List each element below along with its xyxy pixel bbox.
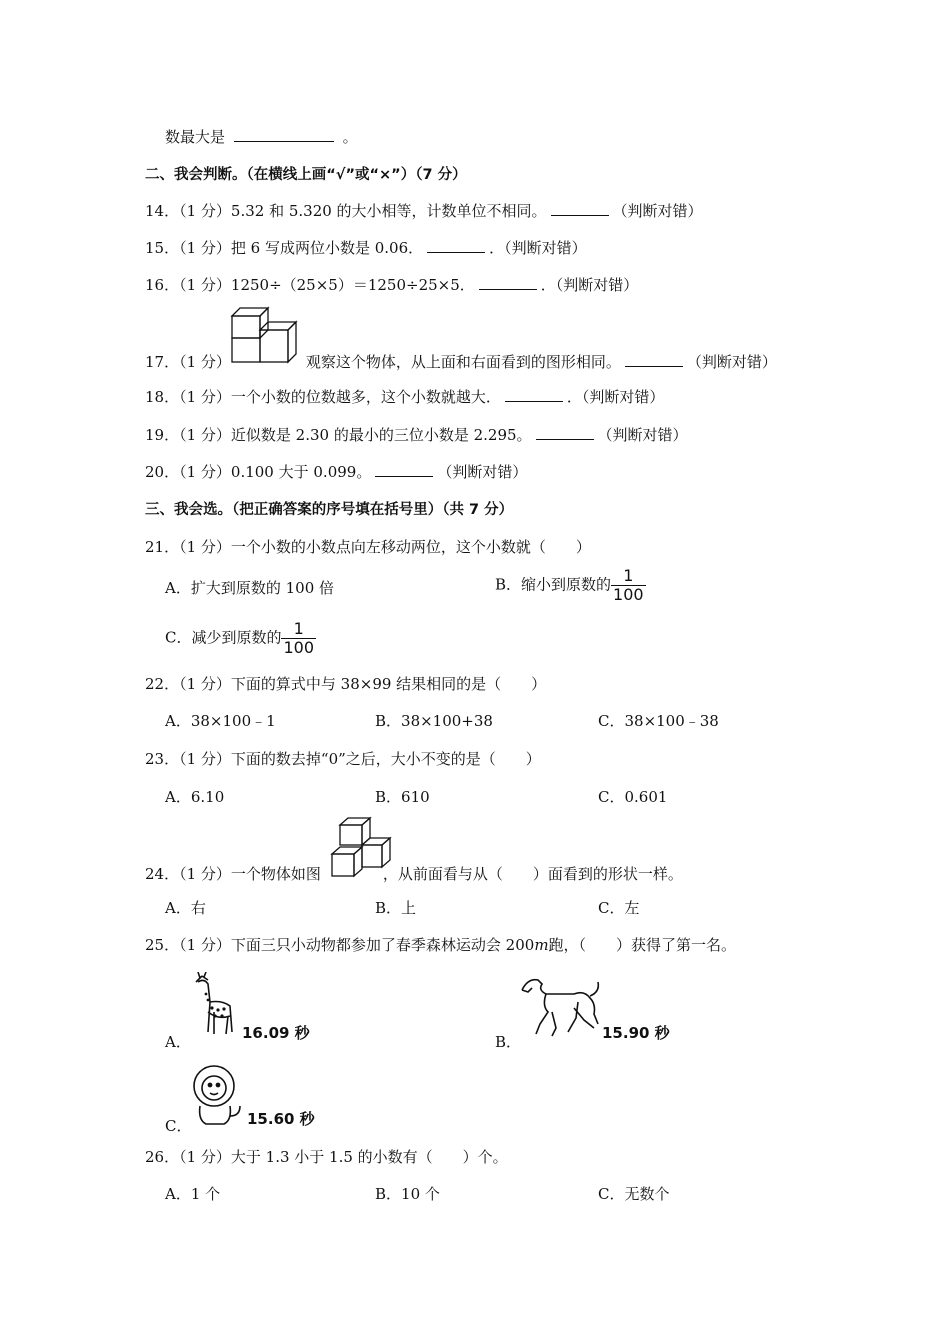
q13-tail <box>165 126 358 147</box>
q14-text: 14．（1 分）5.32 和 5.320 的大小相等，计数单位不相同。 <box>145 202 547 220</box>
question-19 <box>145 424 688 445</box>
q25-option-a[interactable]: A． <box>165 1033 191 1051</box>
q25-stem: 25．（1 分）下面三只小动物都参加了春季森林运动会 200 <box>145 936 535 954</box>
q26-stem: 26．（1 分）大于 1.3 小于 1.5 的小数有（ ）个。 <box>145 1148 508 1166</box>
q17-answer-blank[interactable] <box>625 354 683 367</box>
q13-tail-text: 数最大是 <box>165 128 226 146</box>
q16-answer-blank[interactable] <box>479 277 537 290</box>
q22-stem: 22．（1 分）下面的算式中与 38×99 结果相同的是（ ） <box>145 675 547 693</box>
q17-hint: （判断对错） <box>686 353 777 371</box>
q22-option-b[interactable]: B．38×100+38 <box>375 712 493 730</box>
q17-text: 观察这个物体，从上面和右面看到的图形相同。 <box>305 353 621 371</box>
q19-hint: （判断对错） <box>597 426 688 444</box>
q21-option-a[interactable]: A．扩大到原数的 100 倍 <box>165 579 334 597</box>
question-25 <box>145 934 736 955</box>
q26-option-c[interactable]: C．无数个 <box>598 1185 670 1203</box>
q15-hint: ．（判断对错） <box>489 239 587 257</box>
lion-icon <box>190 1062 244 1130</box>
q15-answer-blank[interactable] <box>427 240 485 253</box>
q22-option-c[interactable]: C．38×100﹣38 <box>598 712 719 730</box>
question-14 <box>145 200 703 221</box>
q13-tail-end: 。 <box>342 128 358 146</box>
question-24 <box>145 863 683 884</box>
q25-option-a-time: 16.09 秒 <box>242 1024 310 1042</box>
q23-option-b[interactable]: B．610 <box>375 788 430 806</box>
q25-option-b[interactable]: B． <box>495 1033 522 1051</box>
fraction-denominator: 100 <box>613 585 644 604</box>
section2-title: 二、我会判断。（在横线上画“√”或“×”）（7 分） <box>145 167 467 183</box>
q21-option-b[interactable] <box>495 567 646 604</box>
q24-stem-pre: 24．（1 分）一个物体如图 <box>145 865 321 883</box>
q21-option-b-fraction <box>611 567 646 604</box>
giraffe-icon <box>188 972 240 1044</box>
q18-text: 18．（1 分）一个小数的位数越多，这个小数就越大． <box>145 388 501 406</box>
q18-answer-blank[interactable] <box>505 389 563 402</box>
question-20 <box>145 461 527 482</box>
question-16 <box>145 274 638 295</box>
q24-stem-post: ，从前面看与从（ ）面看到的形状一样。 <box>382 865 683 883</box>
q23-option-c[interactable]: C．0.601 <box>598 788 668 806</box>
q24-option-a[interactable]: A．右 <box>165 899 206 917</box>
q21-option-b-text: B．缩小到原数的 <box>495 575 612 594</box>
q15-text: 15．（1 分）把 6 写成两位小数是 0.06． <box>145 239 424 257</box>
q20-text: 20．（1 分）0.100 大于 0.099。 <box>145 463 372 481</box>
q22-option-a[interactable]: A．38×100﹣1 <box>165 712 276 730</box>
q16-text: 16．（1 分）1250÷（25×5）＝1250÷25×5． <box>145 276 475 294</box>
fraction-denominator: 100 <box>283 638 315 657</box>
q26-option-a[interactable]: A．1 个 <box>165 1185 221 1203</box>
q25-option-c[interactable]: C． <box>165 1117 192 1135</box>
q16-hint: ．（判断对错） <box>540 276 639 294</box>
q25-option-b-time: 15.90 秒 <box>602 1024 670 1042</box>
q24-option-c[interactable]: C．左 <box>598 899 640 917</box>
section3-title: 三、我会选。（把正确答案的序号填在括号里）（共 7 分） <box>145 502 514 518</box>
q25-stem-end: 跑，（ ）获得了第一名。 <box>548 936 737 954</box>
q14-answer-blank[interactable] <box>551 203 609 216</box>
q23-option-a[interactable]: A．6.10 <box>165 788 225 806</box>
q14-hint: （判断对错） <box>612 202 703 220</box>
q13-answer-blank[interactable] <box>234 129 334 142</box>
q25-option-c-time: 15.60 秒 <box>247 1110 315 1128</box>
q20-answer-blank[interactable] <box>375 464 433 477</box>
q21-option-c-fraction <box>281 620 316 657</box>
q20-hint: （判断对错） <box>437 463 528 481</box>
q19-text: 19．（1 分）近似数是 2.30 的最小的三位小数是 2.295。 <box>145 426 532 444</box>
question-18 <box>145 386 664 407</box>
q21-option-c-text: C．减少到原数的 <box>165 628 282 647</box>
q26-option-b[interactable]: B．10 个 <box>375 1185 440 1203</box>
q25-unit: m <box>534 936 549 954</box>
q19-answer-blank[interactable] <box>536 427 594 440</box>
horse-icon <box>518 972 602 1042</box>
fraction-numerator: 1 <box>293 619 304 638</box>
q18-hint: ．（判断对错） <box>566 388 665 406</box>
q23-stem: 23．（1 分）下面的数去掉“0”之后，大小不变的是（ ） <box>145 750 541 768</box>
q21-stem: 21．（1 分）一个小数的小数点向左移动两位，这个小数就（ ） <box>145 538 591 556</box>
q24-option-b[interactable]: B．上 <box>375 899 417 917</box>
q21-option-c[interactable] <box>165 620 316 657</box>
fraction-numerator: 1 <box>623 566 634 585</box>
question-17 <box>145 351 777 372</box>
q17-number: 17．（1 分） <box>145 353 231 371</box>
question-15 <box>145 237 587 258</box>
